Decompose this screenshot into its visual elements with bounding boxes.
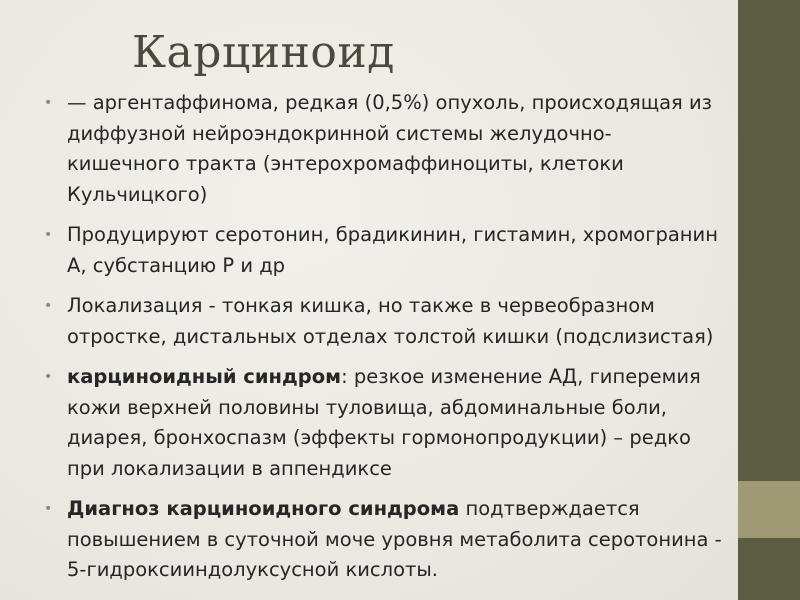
sidebar-accent-block [738, 481, 800, 538]
bullet-marker-icon: • [44, 95, 53, 111]
bullet-bold-text: Диагноз карциноидного синдрома [67, 497, 460, 520]
bullet-text: — аргентаффинома, редкая (0,5%) опухоль, происходящая из диффузной нейроэндокринной системы желудочно-кишечного тракта (энтерохромаффиноциты, клетоки Кульчицкого) [67, 91, 713, 206]
bullet-marker-icon: • [44, 369, 53, 385]
bullet-text: : резкое изменение АД, гиперемия кожи верхней половины туловища, абдоминальные боли, диарея, бронхоспазм (эффекты гормонопродукции) – редко при локализации в аппендиксе [67, 365, 701, 480]
bullet-item-localization [42, 291, 722, 352]
bullet-item-syndrome [42, 362, 722, 484]
bullet-marker-icon: • [44, 501, 53, 517]
bullet-item-diagnosis [42, 494, 722, 586]
bullet-item-definition [42, 88, 722, 210]
bullet-marker-icon: • [44, 227, 53, 243]
bullet-text: подтверждается повышением в суточной моче уровня метаболита серотонина - 5-гидроксииндолуксусной кислоты. [67, 497, 722, 581]
bullet-item-products [42, 220, 722, 281]
bullet-text: Локализация - тонкая кишка, но также в червеобразном отростке, дистальных отделах толстой кишки (подслизистая) [67, 294, 714, 348]
bullet-bold-text: карциноидный синдром [67, 365, 342, 388]
bullet-text: Продуцируют серотонин, брадикинин, гистамин, хромогранин А, субстанцию Р и др [67, 223, 718, 277]
slide-title: Карциноид [132, 27, 395, 78]
bullet-marker-icon: • [44, 298, 53, 314]
bullet-list [42, 88, 722, 596]
